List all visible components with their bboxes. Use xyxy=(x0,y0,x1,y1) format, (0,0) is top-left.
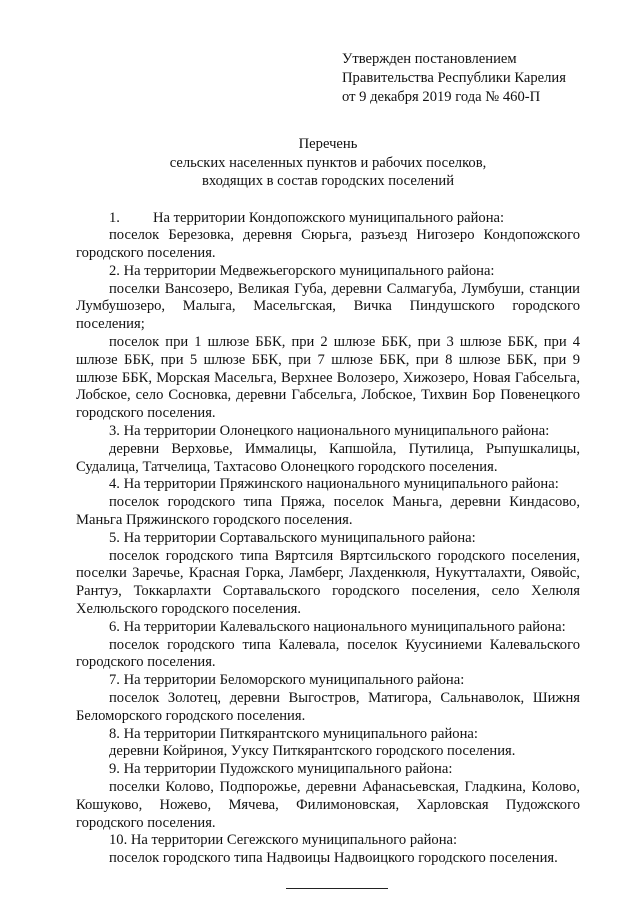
list-item-heading: 3. На территории Олонецкого национального муниципального района: xyxy=(109,423,550,440)
item-number: 1. xyxy=(109,209,120,226)
document-title xyxy=(76,135,580,191)
list-item: поселок Золотец, деревни Выгостров, Матигора, Сальнаволок, Шижня Беломорского городского поселения. xyxy=(76,690,580,724)
list-item: поселок при 1 шлюзе ББК, при 2 шлюзе ББК, при 3 шлюзе ББК, при 4 шлюзе ББК, при 5 шлюзе ББК, при 7 шлюзе ББК, при 8 шлюзе ББК, при 9 шлюзе ББК, Морская Масельга, Верхнее Волозеро, Хижозеро, Новая Габсельга, Лобское, село Сосновка, деревни Габсельга, Лобское, Тихвин Бор Повенецкого городского поселения. xyxy=(76,334,580,422)
list-item: поселок городского типа Вяртсиля Вяртсильского городского поселения, поселки Заречье, Красная Горка, Ламберг, Лахденкюля, Нукутталахти, Оявойс, Рантуэ, Токкарлахти Сортавальского городского поселения, село Хелюля Хелюльского городского поселения. xyxy=(76,547,580,618)
title-line-2: сельских населенных пунктов и рабочих поселков, xyxy=(169,154,487,171)
list-item: поселок городского типа Калевала, поселок Куусиниеми Калевальского городского поселения. xyxy=(76,636,580,671)
closing-divider xyxy=(286,888,388,889)
title-line-3: входящих в состав городских поселений xyxy=(202,173,454,189)
approval-line-1: Утвержден постановлением xyxy=(342,51,517,67)
title-line-1: Перечень xyxy=(298,136,358,152)
list-item-heading: 4. На территории Пряжинского национального муниципального района: xyxy=(109,476,559,493)
list-item: поселок городского типа Надвоицы Надвоицкого городского поселения. xyxy=(109,850,558,867)
list-item-heading-1 xyxy=(76,210,580,228)
list-item: деревни Верховье, Иммалицы, Капшойла, Путилица, Рыпушкалицы, Судалица, Татчелица, Тахтасово Олонецкого городского поселения. xyxy=(76,440,580,475)
approval-line-2: Правительства Республики Карелия xyxy=(342,70,566,86)
list-item: поселок Березовка, деревня Сюрьга, разъезд Нигозеро Кондопожского городского поселения. xyxy=(76,227,580,262)
list-item-heading: 8. На территории Питкярантского муниципального района: xyxy=(109,725,478,742)
approval-block xyxy=(342,50,580,107)
list-item: поселок городского типа Пряжа, поселок Маньга, деревни Киндасово, Маньга Пряжинского городского поселения. xyxy=(76,494,580,529)
document-body xyxy=(76,210,580,868)
list-item-heading: 9. На территории Пудожского муниципального района: xyxy=(109,761,453,778)
list-item-heading: 7. На территории Беломорского муниципального района: xyxy=(109,672,465,689)
list-item-heading: 10. На территории Сегежского муниципального района: xyxy=(109,832,458,849)
list-item: поселки Колово, Подпорожье, деревни Афанасьевская, Гладкина, Колово, Кошуково, Ножево, Мячева, Филимоновская, Харловская Пудожского городского поселения. xyxy=(76,779,580,831)
list-item-heading: 5. На территории Сортавальского муниципального района: xyxy=(109,529,476,546)
list-item: поселки Вансозеро, Великая Губа, деревни Салмагуба, Лумбуши, станции Лумбушозеро, Малыга, Масельгская, Вичка Пиндушского городского поселения; xyxy=(76,280,580,333)
list-item: деревни Койриноя, Ууксу Питкярантского городского поселения. xyxy=(109,743,516,760)
item-text: На территории Кондопожского муниципального района: xyxy=(152,209,505,226)
approval-line-3: от 9 декабря 2019 года № 460-П xyxy=(342,89,541,105)
list-item-heading: 6. На территории Калевальского национального муниципального района: xyxy=(109,618,566,635)
list-item-heading: 2. На территории Медвежьегорского муниципального района: xyxy=(109,262,495,279)
